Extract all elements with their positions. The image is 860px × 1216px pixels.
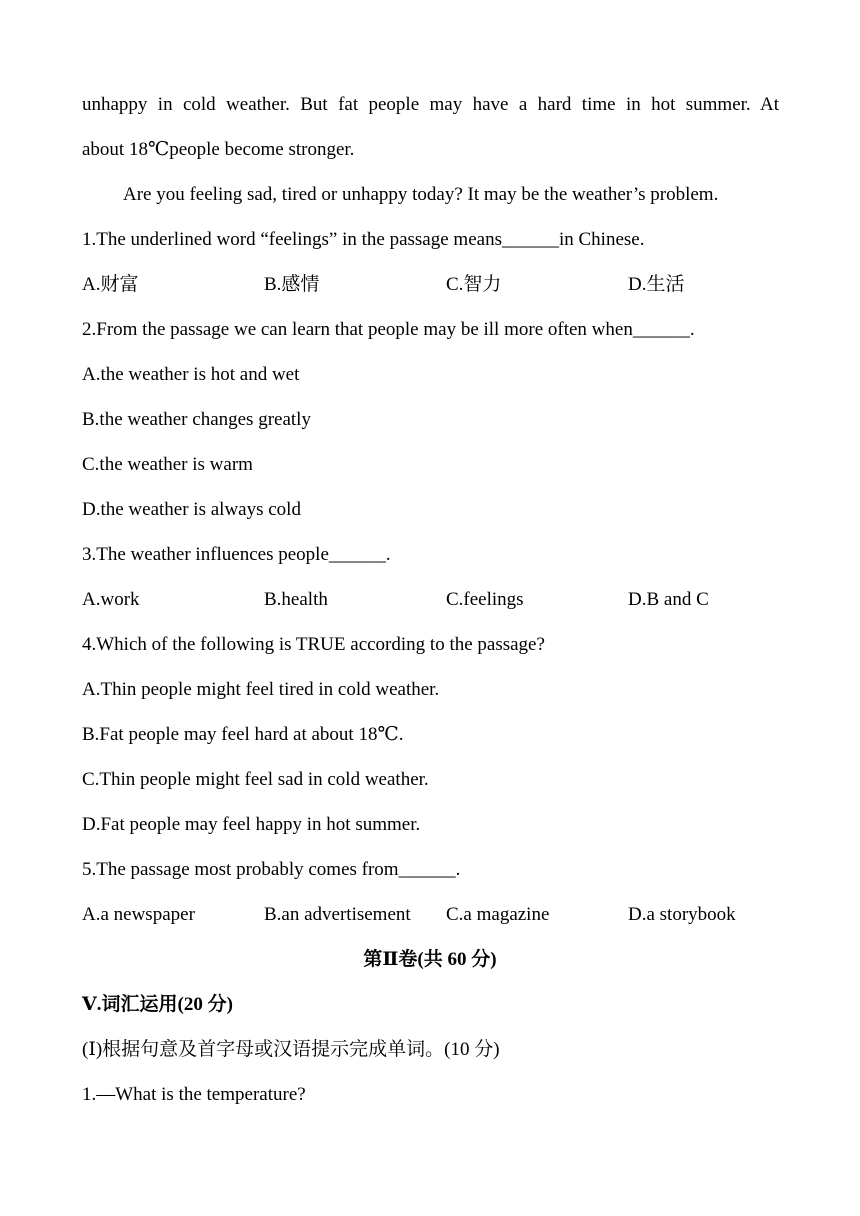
answer-blank: ______: [501, 229, 559, 250]
option-c: C.Thin people might feel sad in cold weather.: [82, 769, 429, 790]
option-d: D.B and C: [628, 589, 709, 610]
option-d: D.Fat people may feel happy in hot summer.: [82, 814, 421, 835]
question-text: 3.The weather influences people: [82, 544, 329, 565]
question-3-stem: [82, 543, 779, 567]
question-5-stem: [82, 858, 779, 882]
passage-line: about 18℃people become stronger.: [82, 139, 355, 160]
option-b: B.the weather changes greatly: [82, 409, 311, 430]
part-title: Ⅴ.词汇运用(20 分): [82, 994, 233, 1015]
question-text: .: [689, 319, 695, 340]
option-b: B.health: [264, 589, 328, 610]
question-text: in Chinese.: [558, 229, 645, 250]
answer-blank: ______: [632, 319, 690, 340]
question-2-stem: [82, 318, 779, 342]
option-a: A.Thin people might feel tired in cold weather.: [82, 679, 440, 700]
passage-paragraph: Are you feeling sad, tired or unhappy today? It may be the weather’s problem.: [123, 184, 719, 205]
answer-blank: ______: [328, 544, 386, 565]
option-c: C.智力: [446, 274, 502, 295]
question-text: 1.The underlined word “feelings” in the passage means: [82, 229, 502, 250]
option-c: C.a magazine: [446, 904, 550, 925]
question-text: 5.The passage most probably comes from: [82, 859, 399, 880]
question-text: .: [455, 859, 461, 880]
exercise-item-1: 1.—What is the temperature?: [82, 1084, 306, 1105]
option-b: B.an advertisement: [264, 904, 411, 925]
question-text: 2.From the passage we can learn that people may be ill more often when: [82, 319, 633, 340]
volume-title: 第Ⅱ卷(共 60 分): [363, 949, 497, 970]
option-a: A.the weather is hot and wet: [82, 364, 300, 385]
option-b: B.Fat people may feel hard at about 18℃.: [82, 724, 404, 745]
option-a: A.a newspaper: [82, 904, 195, 925]
option-d: D.the weather is always cold: [82, 499, 301, 520]
option-b: B.感情: [264, 274, 320, 295]
question-4-stem: 4.Which of the following is TRUE according to the passage?: [82, 634, 545, 655]
option-a: A.work: [82, 589, 140, 610]
subpart-title: (Ⅰ)根据句意及首字母或汉语提示完成单词。(10 分): [82, 1039, 500, 1060]
option-d: D.生活: [628, 274, 685, 295]
question-text: .: [385, 544, 391, 565]
option-a: A.财富: [82, 274, 139, 295]
answer-blank: ______: [398, 859, 456, 880]
option-d: D.a storybook: [628, 904, 736, 925]
option-c: C.feelings: [446, 589, 524, 610]
option-c: C.the weather is warm: [82, 454, 253, 475]
question-1-stem: [82, 228, 779, 252]
passage-line: unhappy in cold weather. But fat people may have a hard time in hot summer. At: [82, 94, 779, 115]
